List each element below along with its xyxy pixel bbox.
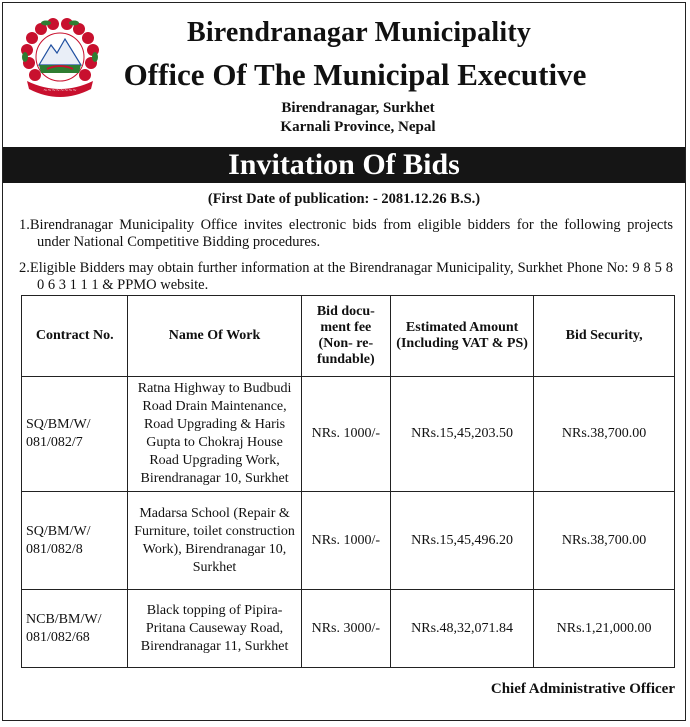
paragraph-2: 2.Eligible Bidders may obtain further information at the Birendranagar Municipality, Surkhet Phone No: 9 8 5 8 0 6 3 1 1 1 & PPMO website. (19, 260, 673, 293)
header-bid-document-fee: Bid docu-ment fee (Non- re-fundable) (301, 296, 390, 377)
header-bid-security: Bid Security, (534, 296, 675, 377)
estimated-amount-cell: NRs.15,45,203.50 (391, 377, 534, 492)
bids-table (21, 295, 675, 668)
bid-security-cell: NRs.38,700.00 (534, 377, 675, 492)
contract-no-cell: NCB/BM/W/ 081/082/68 (22, 590, 128, 668)
svg-text:~~~~~~~~: ~~~~~~~~ (43, 88, 77, 94)
bid-security-cell: NRs.1,21,000.00 (534, 590, 675, 668)
bid-security-cell: NRs.38,700.00 (534, 492, 675, 590)
header-name-of-work: Name Of Work (128, 296, 301, 377)
table-row (22, 590, 675, 668)
header-contract-no: Contract No. (22, 296, 128, 377)
estimated-amount-cell: NRs.48,32,071.84 (391, 590, 534, 668)
office-address (3, 99, 685, 137)
bid-fee-cell: NRs. 1000/- (301, 377, 390, 492)
name-of-work-cell: Black topping of Pipira-Pritana Causeway Road, Birendranagar 11, Surkhet (128, 590, 301, 668)
bid-fee-cell: NRs. 3000/- (301, 590, 390, 668)
bid-fee-cell: NRs. 1000/- (301, 492, 390, 590)
bid-notice (2, 2, 686, 721)
contract-no-cell: SQ/BM/W/ 081/082/8 (22, 492, 128, 590)
publication-date: (First Date of publication: - 2081.12.26 B.S.) (207, 191, 481, 207)
header-estimated-amount: Estimated Amount (Including VAT & PS) (391, 296, 534, 377)
office-name: Office Of The Municipal Executive (123, 57, 587, 92)
notice-title: Invitation Of Bids (3, 147, 685, 183)
address-line-1: Birendranagar, Surkhet (281, 100, 435, 116)
paragraph-1: 1.Birendranagar Municipality Office invites electronic bids from eligible bidders for the following projects under National Competitive Bidding procedures. (19, 217, 673, 250)
signatory-title: Chief Administrative Officer (490, 681, 675, 697)
estimated-amount-cell: NRs.15,45,496.20 (391, 492, 534, 590)
municipality-name: Birendranagar Municipality (186, 17, 532, 48)
address-line-2: Karnali Province, Nepal (280, 119, 436, 135)
table-row (22, 492, 675, 590)
table-header-row (22, 296, 675, 377)
name-of-work-cell: Ratna Highway to Budbudi Road Drain Maintenance, Road Upgrading & Haris Gupta to Chokraj House Road Upgrading Work, Birendranagar 10, Surkhet (128, 377, 301, 492)
contract-no-cell: SQ/BM/W/ 081/082/7 (22, 377, 128, 492)
name-of-work-cell: Madarsa School (Repair & Furniture, toilet construction Work), Birendranagar 10, Surkhet (128, 492, 301, 590)
table-row (22, 377, 675, 492)
